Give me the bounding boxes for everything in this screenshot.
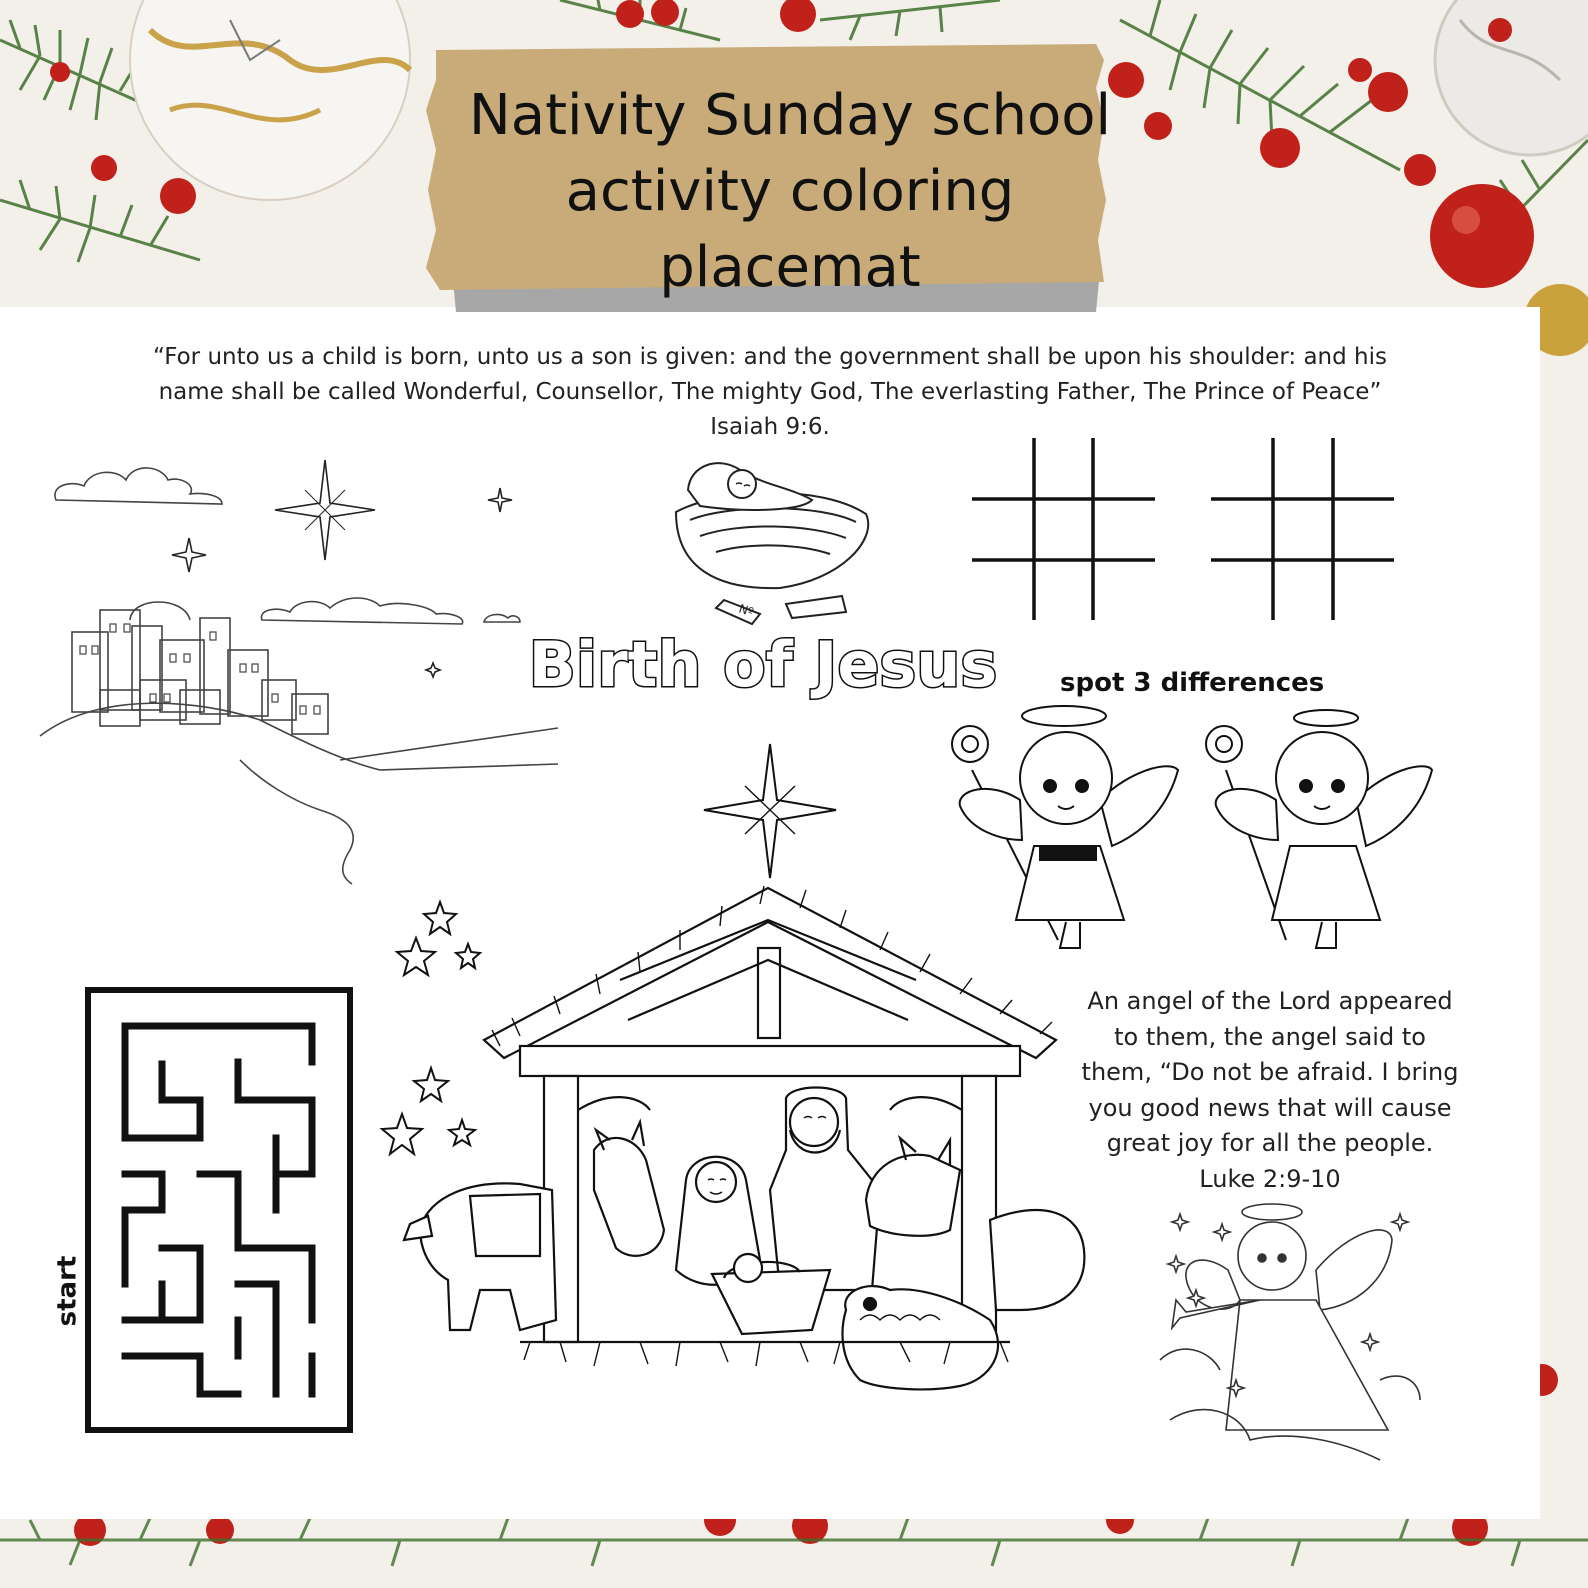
manger-label: Nº [737, 601, 756, 620]
maze-start-label [40, 1246, 110, 1336]
luke-verse-line-2: to them, the angel said to [1114, 1022, 1426, 1051]
luke-verse-line-4: you good news that will cause [1088, 1093, 1452, 1122]
banner-title-line-2: activity coloring placemat [565, 159, 1015, 300]
luke-verse-line-3: them, “Do not be afraid. I bring [1081, 1058, 1459, 1086]
angel-head [1276, 732, 1368, 824]
banner-title [430, 78, 1150, 306]
roof-beam [520, 1046, 1020, 1076]
banner-title-line-1: Nativity Sunday school [468, 83, 1112, 148]
verse-line-2: name shall be called Wonderful, Counsellor, The mighty God, The everlasting Father, The Prince of Peace” [158, 379, 1382, 405]
luke-verse-line-5: great joy for all the people. [1106, 1129, 1434, 1157]
red-ornament [1430, 184, 1534, 288]
birth-of-jesus-heading: Birth of Jesus [528, 628, 998, 701]
mary-face [696, 1162, 736, 1202]
jesus-face [734, 1254, 762, 1282]
angel-belt [1040, 848, 1096, 860]
verse-line-1: “For unto us a child is born, unto us a son is given: and the government shall be upon his shoulder: and his [152, 344, 1387, 370]
luke-verse-reference: Luke 2:9-10 [1199, 1164, 1341, 1193]
luke-verse [1060, 984, 1480, 1197]
maze-start-text: start [52, 1255, 83, 1327]
joseph-face [790, 1098, 838, 1146]
angel-head [1238, 1222, 1306, 1290]
angel-head [1020, 732, 1112, 824]
isaiah-verse [120, 340, 1420, 445]
verse-reference: Isaiah 9:6. [710, 414, 830, 440]
luke-verse-line-1: An angel of the Lord appeared [1087, 987, 1453, 1015]
post-right [962, 1076, 996, 1342]
spot-differences-label: spot 3 differences [1060, 668, 1325, 698]
